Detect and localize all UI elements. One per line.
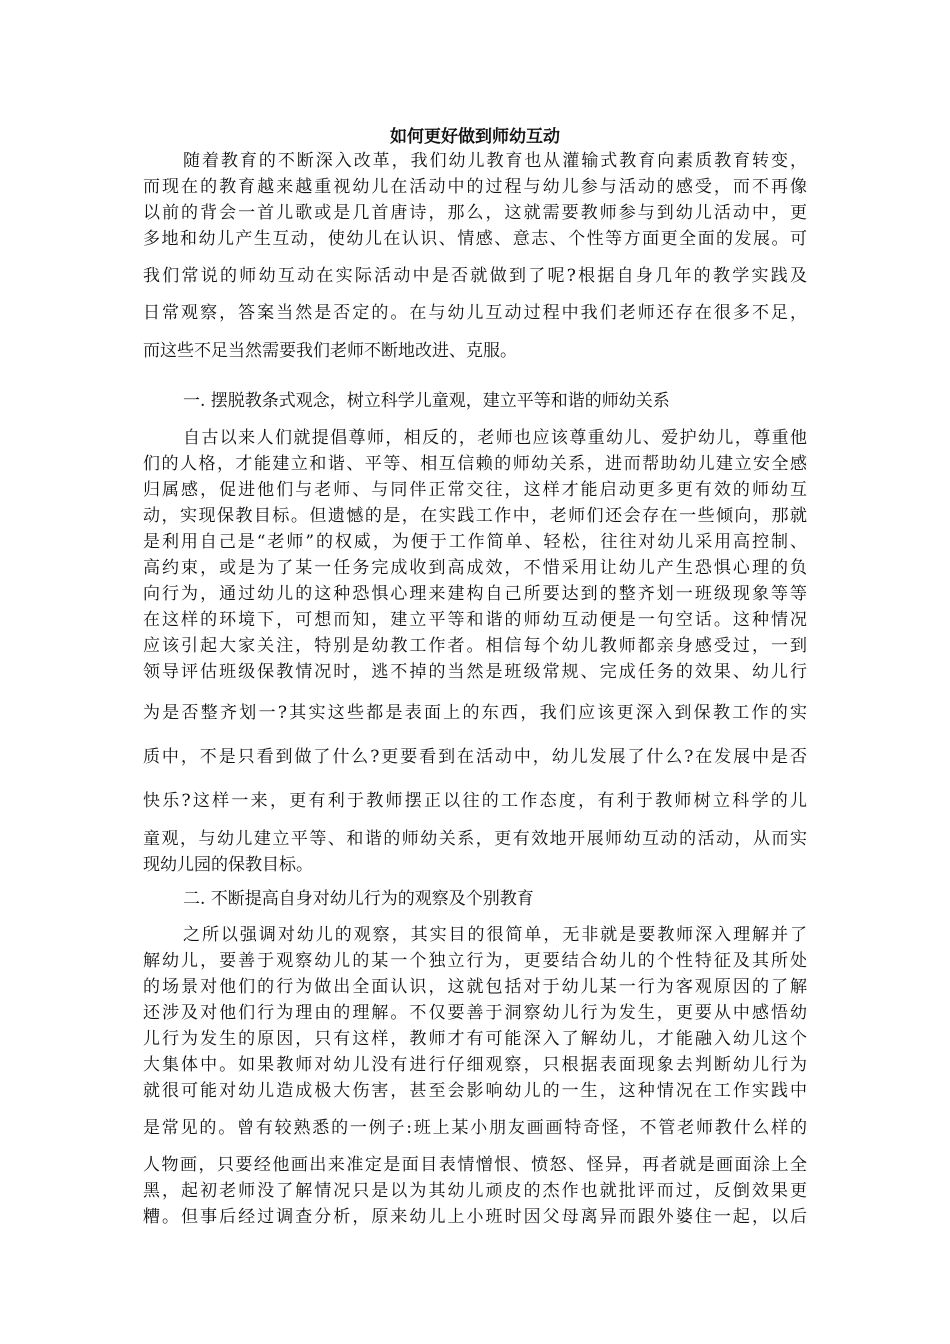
- paragraph-line: 以前的背会一首儿歌或是几首唐诗，那么，这就需要教师参与到幼儿活动中，更: [143, 203, 807, 223]
- paragraph-line: 领导评估班级保教情况时，逃不掉的当然是班级常规、完成任务的效果、幼儿行: [143, 662, 807, 682]
- paragraph-line: 儿行为发生的原因，只有这样，教师才有可能深入了解幼儿，才能融入幼儿这个: [143, 1029, 807, 1049]
- paragraph-line: 自古以来人们就提倡尊师，相反的，老师也应该尊重幼儿、爱护幼儿，尊重他: [183, 428, 807, 448]
- paragraph-line: 为是否整齐划一?其实这些都是表面上的东西，我们应该更深入到保教工作的实: [143, 703, 807, 723]
- paragraph-line: 之所以强调对幼儿的观察，其实目的很简单，无非就是要教师深入理解并了: [183, 925, 807, 945]
- paragraph-line: 快乐?这样一来，更有利于教师摆正以往的工作态度，有利于教师树立科学的儿: [143, 791, 807, 811]
- paragraph-line: 多地和幼儿产生互动，使幼儿在认识、情感、意志、个性等方面更全面的发展。可: [143, 229, 807, 249]
- paragraph-line: 就很可能对幼儿造成极大伤害，甚至会影响幼儿的一生，这种情况在工作实践中: [143, 1081, 807, 1101]
- paragraph-line: 我们常说的师幼互动在实际活动中是否就做到了呢?根据自身几年的教学实践及: [143, 266, 807, 286]
- paragraph-line: 在这样的环境下，可想而知，建立平等和谐的师幼互动便是一句空话。这种情况: [143, 610, 807, 630]
- paragraph-line: 是利用自己是“老师”的权威，为便于工作简单、轻松，往往对幼儿采用高控制、: [143, 532, 807, 552]
- paragraph-line: 大集体中。如果教师对幼儿没有进行仔细观察，只根据表面现象去判断幼儿行为: [143, 1055, 807, 1075]
- section-heading-1: 一. 摆脱教条式观念，树立科学儿童观，建立平等和谐的师幼关系: [183, 391, 670, 411]
- paragraph-line: 应该引起大家关注，特别是幼教工作者。相信每个幼儿教师都亲身感受过，一到: [143, 636, 807, 656]
- paragraph-line: 归属感，促进他们与老师、与同伴正常交往，这样才能启动更多更有效的师幼互: [143, 480, 807, 500]
- paragraph-line: 糟。但事后经过调查分析，原来幼儿上小班时因父母离异而跟外婆住一起，以后: [143, 1207, 807, 1227]
- paragraph-line: 动，实现保教目标。但遗憾的是，在实践工作中，老师们还会存在一些倾向，那就: [143, 506, 807, 526]
- paragraph-line: 向行为，通过幼儿的这种恐惧心理来建构自己所要达到的整齐划一班级现象等等: [143, 584, 807, 604]
- paragraph-line: 的场景对他们的行为做出全面认识，这就包括对于幼儿某一行为客观原因的了解: [143, 977, 807, 997]
- paragraph-line: 现幼儿园的保教目标。: [143, 855, 313, 875]
- paragraph-line: 们的人格，才能建立和谐、平等、相互信赖的师幼关系，进而帮助幼儿建立安全感: [143, 454, 807, 474]
- paragraph-line: 解幼儿，要善于观察幼儿的某一个独立行为，更要结合幼儿的个性特征及其所处: [143, 951, 807, 971]
- paragraph-line: 人物画，只要经他画出来准定是面目表情憎恨、愤怒、怪异，再者就是画面涂上全: [143, 1155, 807, 1175]
- document-title: 如何更好做到师幼互动: [390, 127, 560, 147]
- paragraph-line: 日常观察，答案当然是否定的。在与幼儿互动过程中我们老师还存在很多不足，: [143, 303, 807, 323]
- paragraph-line: 随着教育的不断深入改革，我们幼儿教育也从灌输式教育向素质教育转变，: [183, 151, 807, 171]
- paragraph-line: 而这些不足当然需要我们老师不断地改进、克服。: [143, 341, 517, 361]
- paragraph-line: 童观，与幼儿建立平等、和谐的师幼关系，更有效地开展师幼互动的活动，从而实: [143, 829, 807, 849]
- paragraph-line: 黑，起初老师没了解情况只是以为其幼儿顽皮的杰作也就批评而过，反倒效果更: [143, 1181, 807, 1201]
- section-heading-2: 二. 不断提高自身对幼儿行为的观察及个别教育: [183, 889, 534, 909]
- paragraph-line: 质中，不是只看到做了什么?更要看到在活动中，幼儿发展了什么?在发展中是否: [143, 747, 807, 767]
- paragraph-line: 是常见的。曾有较熟悉的一例子:班上某小朋友画画特奇怪，不管老师教什么样的: [143, 1118, 807, 1138]
- paragraph-line: 高约束，或是为了某一任务完成收到高成效，不惜采用让幼儿产生恐惧心理的负: [143, 558, 807, 578]
- paragraph-line: 而现在的教育越来越重视幼儿在活动中的过程与幼儿参与活动的感受，而不再像: [143, 177, 807, 197]
- paragraph-line: 还涉及对他们行为理由的理解。不仅要善于洞察幼儿行为发生，更要从中感悟幼: [143, 1003, 807, 1023]
